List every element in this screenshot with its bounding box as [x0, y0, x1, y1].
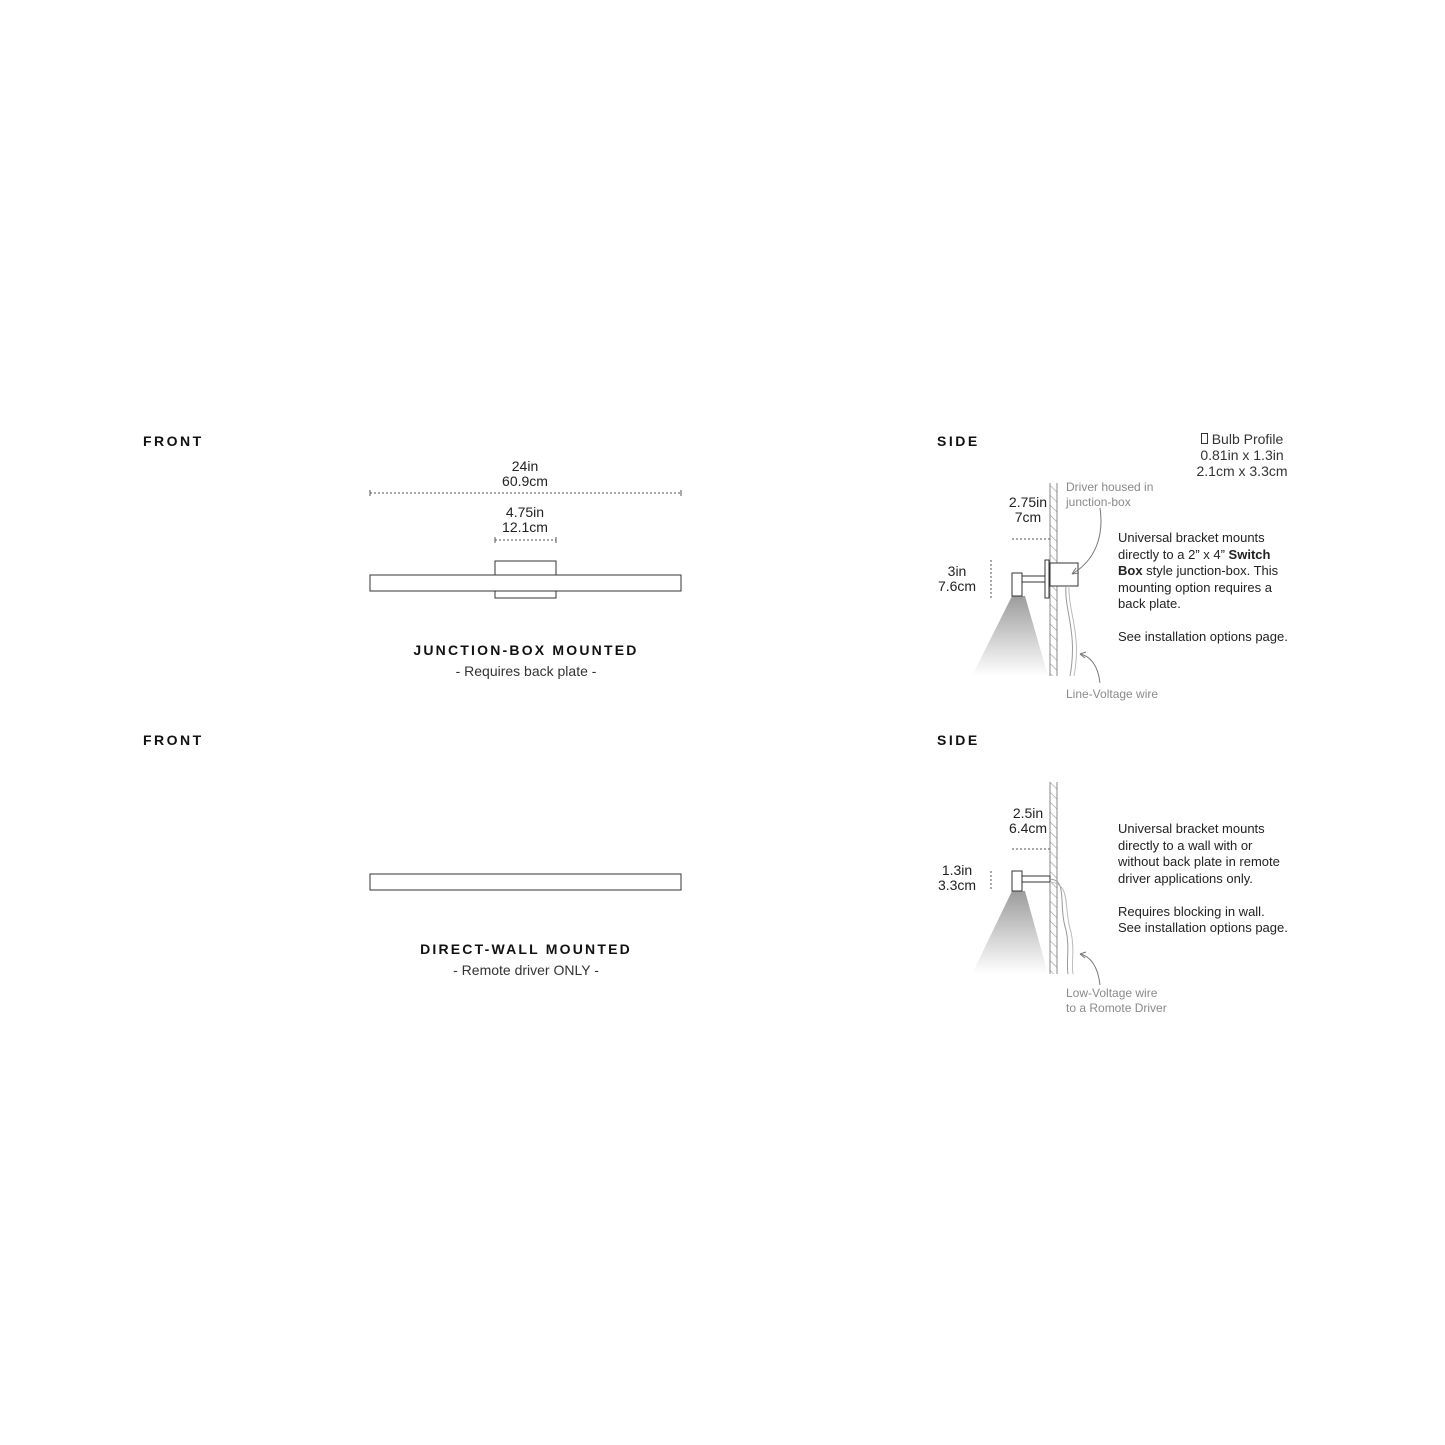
side-view-direct-wall [972, 782, 1100, 985]
low-voltage-note-line1: Low-Voltage wire [1066, 986, 1158, 1000]
line-voltage-wire-2 [1069, 586, 1077, 676]
side-label-top: SIDE [937, 433, 980, 449]
top-desc-line3-text: style junction-box. This [1142, 563, 1279, 578]
light-bar-direct [370, 874, 681, 890]
side-view-junction-box [972, 483, 1101, 683]
bulb-profile-in: 0.81in x 1.3in [1200, 447, 1284, 463]
light-beam-bottom [972, 891, 1048, 974]
junction-box-caption: JUNCTION-BOX MOUNTED [413, 642, 639, 658]
driver-note-line2: junction-box [1066, 495, 1131, 509]
bulb-profile-title: Bulb Profile [1211, 431, 1284, 447]
bottom-height-in: 1.3in [941, 862, 973, 878]
low-voltage-note-line2: to a Romote Driver [1066, 1001, 1167, 1015]
top-depth-in: 2.75in [1008, 494, 1048, 510]
light-bar [370, 575, 681, 591]
top-desc-line2-bold: Switch [1228, 546, 1271, 562]
top-desc-line3-bold: Box [1118, 563, 1143, 578]
bottom-desc-line1: Universal bracket mounts [1118, 821, 1265, 836]
bottom-depth-in: 2.5in [1012, 805, 1044, 821]
back-plate-side [1045, 560, 1049, 598]
top-desc-line1: Universal bracket mounts [1118, 530, 1265, 545]
front-label-bottom: FRONT [143, 732, 204, 748]
top-desc-line2-text: directly to a 2” x 4” [1118, 546, 1229, 562]
bottom-desc-line7: See installation options page. [1118, 920, 1288, 935]
top-height-cm: 7.6cm [937, 578, 977, 594]
wall-section-bottom [1050, 782, 1057, 974]
bottom-depth-cm: 6.4cm [1008, 820, 1048, 836]
top-desc-line5: back plate. [1118, 596, 1181, 611]
bracket-arm-bottom [1021, 876, 1050, 882]
fixture-head [1012, 573, 1022, 596]
top-desc-line4: mounting option requires a [1118, 579, 1272, 595]
bottom-desc-line6: Requires blocking in wall. [1118, 903, 1265, 919]
junction-box-subcaption: - Requires back plate - [455, 663, 597, 679]
driver-note-line1: Driver housed in [1066, 480, 1154, 494]
bottom-desc-line3: without back plate in remote [1118, 854, 1280, 869]
front-label-top: FRONT [143, 433, 204, 449]
light-beam [972, 596, 1048, 676]
overall-width-cm: 60.9cm [502, 473, 548, 489]
side-label-bottom: SIDE [937, 732, 980, 748]
top-depth-cm: 7cm [1014, 509, 1042, 525]
top-height-in: 3in [947, 563, 967, 579]
plate-width-cm: 12.1cm [502, 519, 548, 535]
wire-leader-bottom [1080, 954, 1100, 985]
direct-wall-subcaption: - Remote driver ONLY - [453, 962, 599, 978]
bracket-arm [1020, 576, 1045, 582]
fixture-head-bottom [1012, 871, 1022, 891]
front-view-direct-wall [370, 874, 681, 890]
bottom-height-cm: 3.3cm [937, 877, 977, 893]
bottom-desc-line2: directly to a wall with or [1118, 837, 1253, 853]
overall-width-in: 24in [511, 458, 539, 474]
wire-leader-top [1080, 654, 1100, 683]
bottom-desc-line4: driver applications only. [1118, 870, 1253, 886]
junction-box [1050, 563, 1078, 586]
plate-width-in: 4.75in [505, 504, 545, 520]
front-view-junction-box [370, 490, 681, 598]
line-voltage-wire-1 [1066, 586, 1073, 676]
bulb-profile-cm: 2.1cm x 3.3cm [1196, 463, 1288, 479]
direct-wall-caption: DIRECT-WALL MOUNTED [420, 941, 632, 957]
line-voltage-note: Line-Voltage wire [1066, 687, 1159, 701]
top-desc-line6: See installation options page. [1118, 629, 1288, 644]
